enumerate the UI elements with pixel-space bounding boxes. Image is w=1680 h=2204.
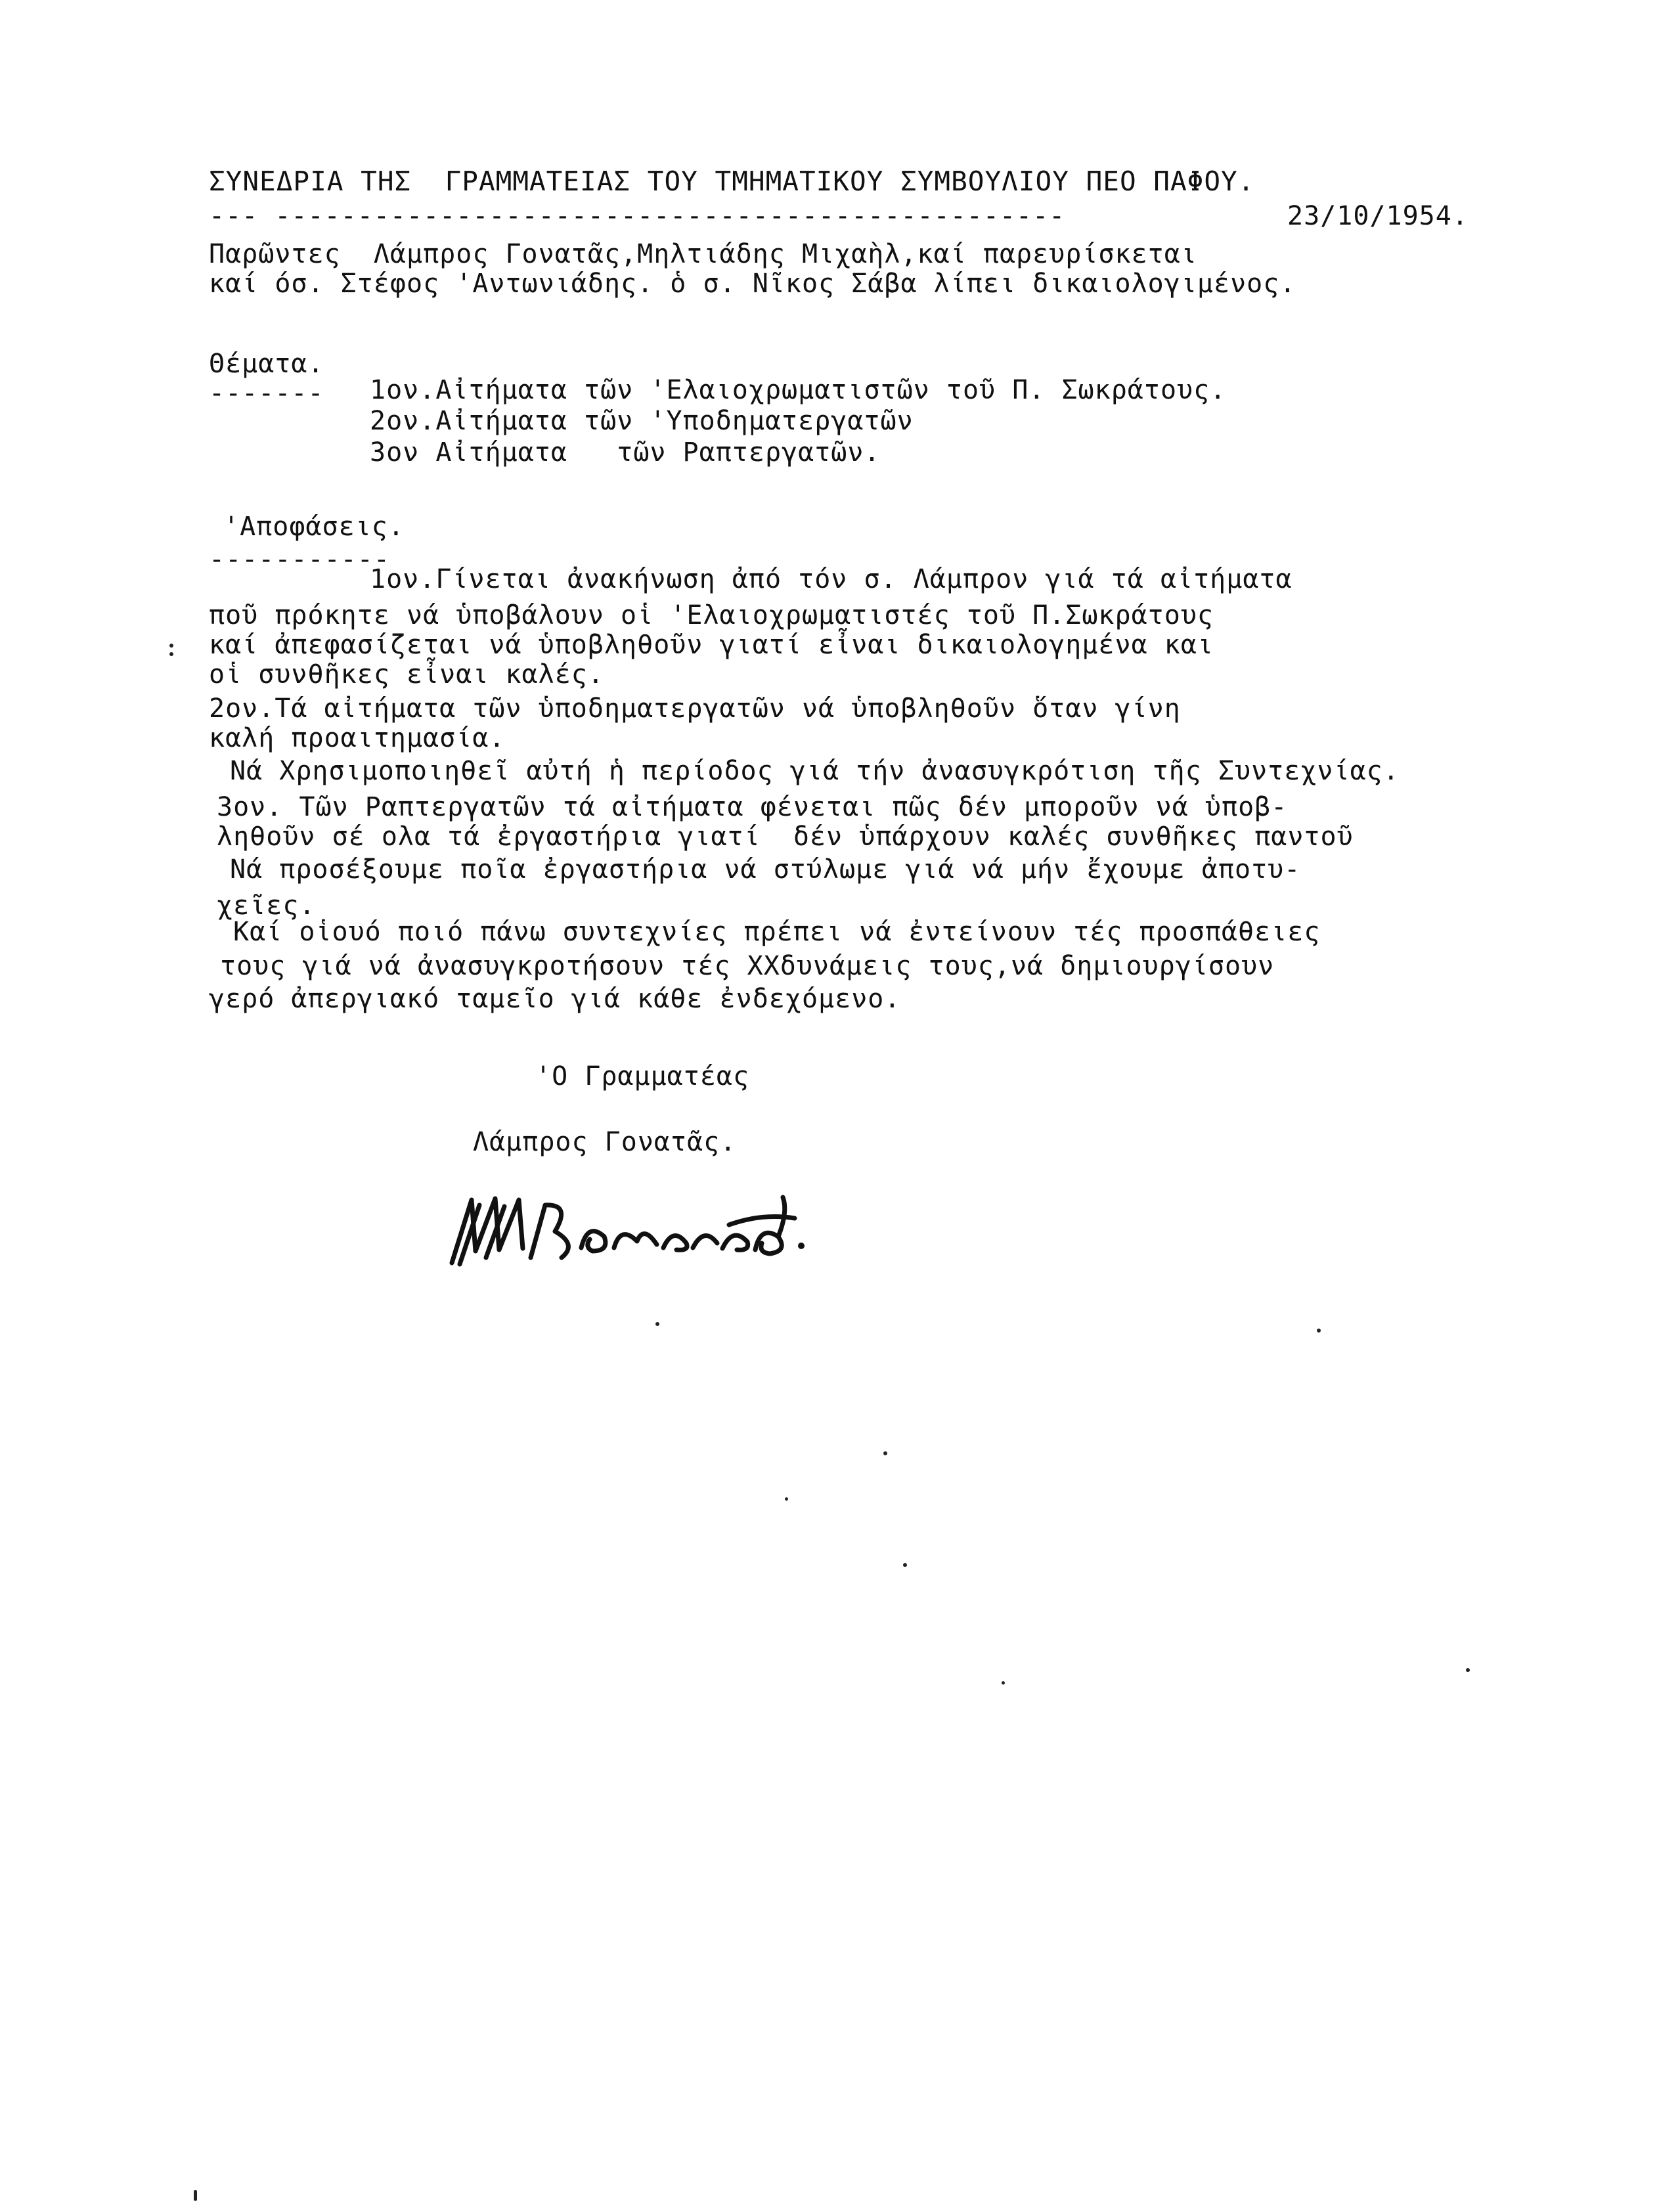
decision-line: 2ον.Τά αἰτήματα τῶν ὑποδηματεργατῶν νά ὑποβληθοῦν ὅταν γίνη: [209, 694, 1181, 724]
decision-line: χεῖες.: [217, 891, 316, 921]
topic-item-2: 2ον.Αἰτήματα τῶν 'Υποδηματεργατῶν: [370, 406, 914, 436]
scan-speck: [169, 652, 173, 656]
decision-line: Νά προσέξουμε ποῖα ἐργαστήρια νά στύλωμε γιά νά μήν ἔχουμε ἀποτυ-: [230, 854, 1301, 885]
decision-line: ποῦ πρόκητε νά ὑποβάλουν οἱ 'Ελαιοχρωματιστές τοῦ Π.Σωκράτους: [209, 600, 1214, 630]
decision-line: οἱ συνθῆκες εἶναι καλές.: [209, 659, 604, 690]
decision-line: 3ον. Τῶν Ραπτεργατῶν τά αἰτήματα φένεται πῶς δέν μποροῦν νά ὑποβ-: [217, 792, 1288, 822]
topic-item-3: 3ον Αἰτήματα τῶν Ραπτεργατῶν.: [370, 437, 881, 468]
decision-line: Νά Χρησιμοποιηθεῖ αὐτή ἡ περίοδος γιά τήν ἀνασυγκρότιση τῆς Συντεχνίας.: [230, 756, 1400, 786]
secretary-title: 'Ο Γραμματέας: [535, 1061, 750, 1091]
meeting-date: 23/10/1954.: [1287, 201, 1469, 231]
scan-speck: [655, 1322, 659, 1326]
handwritten-signature: [447, 1185, 814, 1271]
decision-line: 1ον.Γίνεται ἀνακήνωση ἀπό τόν σ. Λάμπρον γιά τά αἰτήματα: [370, 564, 1293, 594]
topics-heading: Θέματα.: [209, 349, 324, 379]
topic-item-1: 1ον.Αἰτήματα τῶν 'Ελαιοχρωματιστῶν τοῦ Π. Σωκράτους.: [370, 375, 1227, 405]
decision-line: Καί οἱουό ποιό πάνω συντεχνίες πρέπει νά ἐντείνουν τές προσπάθειες: [233, 917, 1321, 947]
decision-line: καί ἀπεφασίζεται νά ὑποβληθοῦν γιατί εἶναι δικαιολογημένα και: [209, 630, 1214, 660]
scan-speck: [785, 1497, 788, 1501]
decision-line: ληθοῦν σέ ολα τά ἐργαστήρια γιατί δέν ὑπάρχουν καλές συνθῆκες παντοῦ: [217, 822, 1354, 852]
decision-line: γερό ἀπεργιακό ταμεῖο γιά κάθε ἐνδεχόμενο.: [209, 984, 901, 1014]
attendance-line-1: Παρῶντες Λάμπρος Γονατᾶς,Μηλτιάδης Μιχαὴλ,καί παρευρίσκεται: [209, 239, 1197, 269]
scan-speck: [1002, 1681, 1005, 1685]
decisions-rule: -----------: [209, 544, 390, 575]
secretary-name: Λάμπρος Γονατᾶς.: [473, 1127, 737, 1157]
attendance-line-2: καί όσ. Στέφος 'Αντωνιάδης. ὁ σ. Νῖκος Σάβα λίπει δικαιολογιμένος.: [209, 269, 1296, 299]
scan-speck: [1317, 1329, 1321, 1333]
scan-speck: [194, 2190, 197, 2201]
scan-speck: [169, 644, 173, 648]
scan-speck: [1466, 1668, 1470, 1672]
decision-line: καλή προαιτημασία.: [209, 723, 506, 753]
topics-rule: -------: [209, 378, 324, 408]
scan-speck: [903, 1563, 907, 1567]
decision-line: τους γιά νά ἀνασυγκροτήσουν τές ΧΧδυνάμεις τους,νά δημιουργίσουν: [220, 951, 1275, 981]
scan-speck: [883, 1451, 887, 1455]
document-title: ΣΥΝΕΔΡΙΑ ΤΗΣ ΓΡΑΜΜΑΤΕΙΑΣ ΤΟΥ ΤΜΗΜΑΤΙΚΟΥ ΣΥΜΒΟΥΛΙΟΥ ΠΕΟ ΠΑΦΟΥ.: [209, 165, 1255, 197]
title-rule: --- ------------------------------------------------: [209, 201, 1066, 231]
decisions-heading: 'Αποφάσεις.: [223, 512, 405, 542]
